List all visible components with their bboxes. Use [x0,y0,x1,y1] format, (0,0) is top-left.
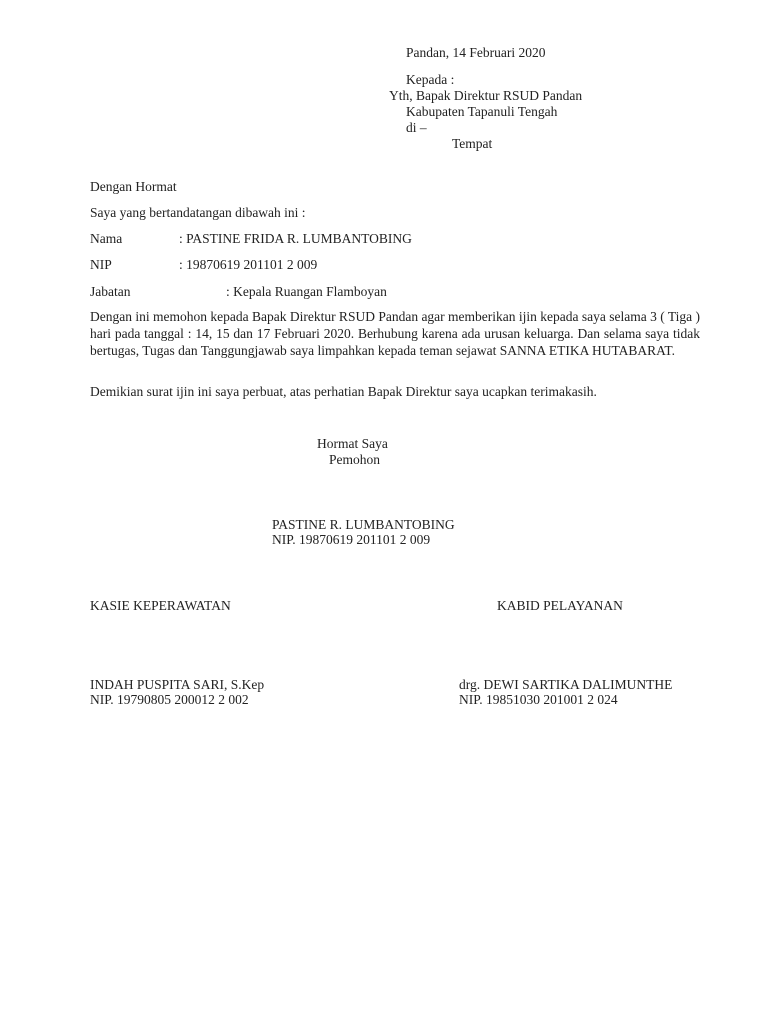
position-label: Jabatan [90,284,131,299]
closing-role: Pemohon [329,452,381,467]
applicant-nip: NIP. 19870619 201101 2 009 [272,532,431,547]
greeting: Dengan Hormat [90,179,177,194]
nip-value: : 19870619 201101 2 009 [179,257,318,272]
left-signatory-title: KASIE KEPERAWATAN [90,598,231,613]
name-value: : PASTINE FRIDA R. LUMBANTOBING [179,231,412,246]
closing-salutation: Hormat Saya [317,436,388,451]
place-date: Pandan, 14 Februari 2020 [406,45,546,60]
nip-label: NIP [90,257,112,272]
place: Tempat [452,136,493,151]
name-label: Nama [90,231,123,246]
applicant-name: PASTINE R. LUMBANTOBING [272,517,455,532]
body-paragraph-1: Dengan ini memohon kepada Bapak Direktur RSUD Pandan agar memberikan ijin kepada saya selama 3 ( Tiga ) hari pada tanggal : 14, 15 dan 17 Februari 2020. Berhubung karena ada urusan keluarga. Dan selama saya tidak bertugas, Tugas dan Tanggungjawab saya limpahkan kepada teman sejawat SANNA ETIKA HUTABARAT. [90,309,700,358]
to-label: Kepada : [406,72,455,87]
intro: Saya yang bertandatangan dibawah ini : [90,205,306,220]
right-signatory-title: KABID PELAYANAN [497,598,623,613]
body-paragraph-2: Demikian surat ijin ini saya perbuat, atas perhatian Bapak Direktur saya ucapkan terimakasih. [90,384,597,399]
recipient: Yth, Bapak Direktur RSUD Pandan [389,88,583,103]
regency: Kabupaten Tapanuli Tengah [406,104,558,119]
right-signatory-nip: NIP. 19851030 201001 2 024 [459,692,618,707]
at-label: di – [406,120,427,135]
left-signatory-nip: NIP. 19790805 200012 2 002 [90,692,249,707]
left-signatory-name: INDAH PUSPITA SARI, S.Kep [90,677,265,692]
position-value: : Kepala Ruangan Flamboyan [226,284,387,299]
right-signatory-name: drg. DEWI SARTIKA DALIMUNTHE [459,677,673,692]
